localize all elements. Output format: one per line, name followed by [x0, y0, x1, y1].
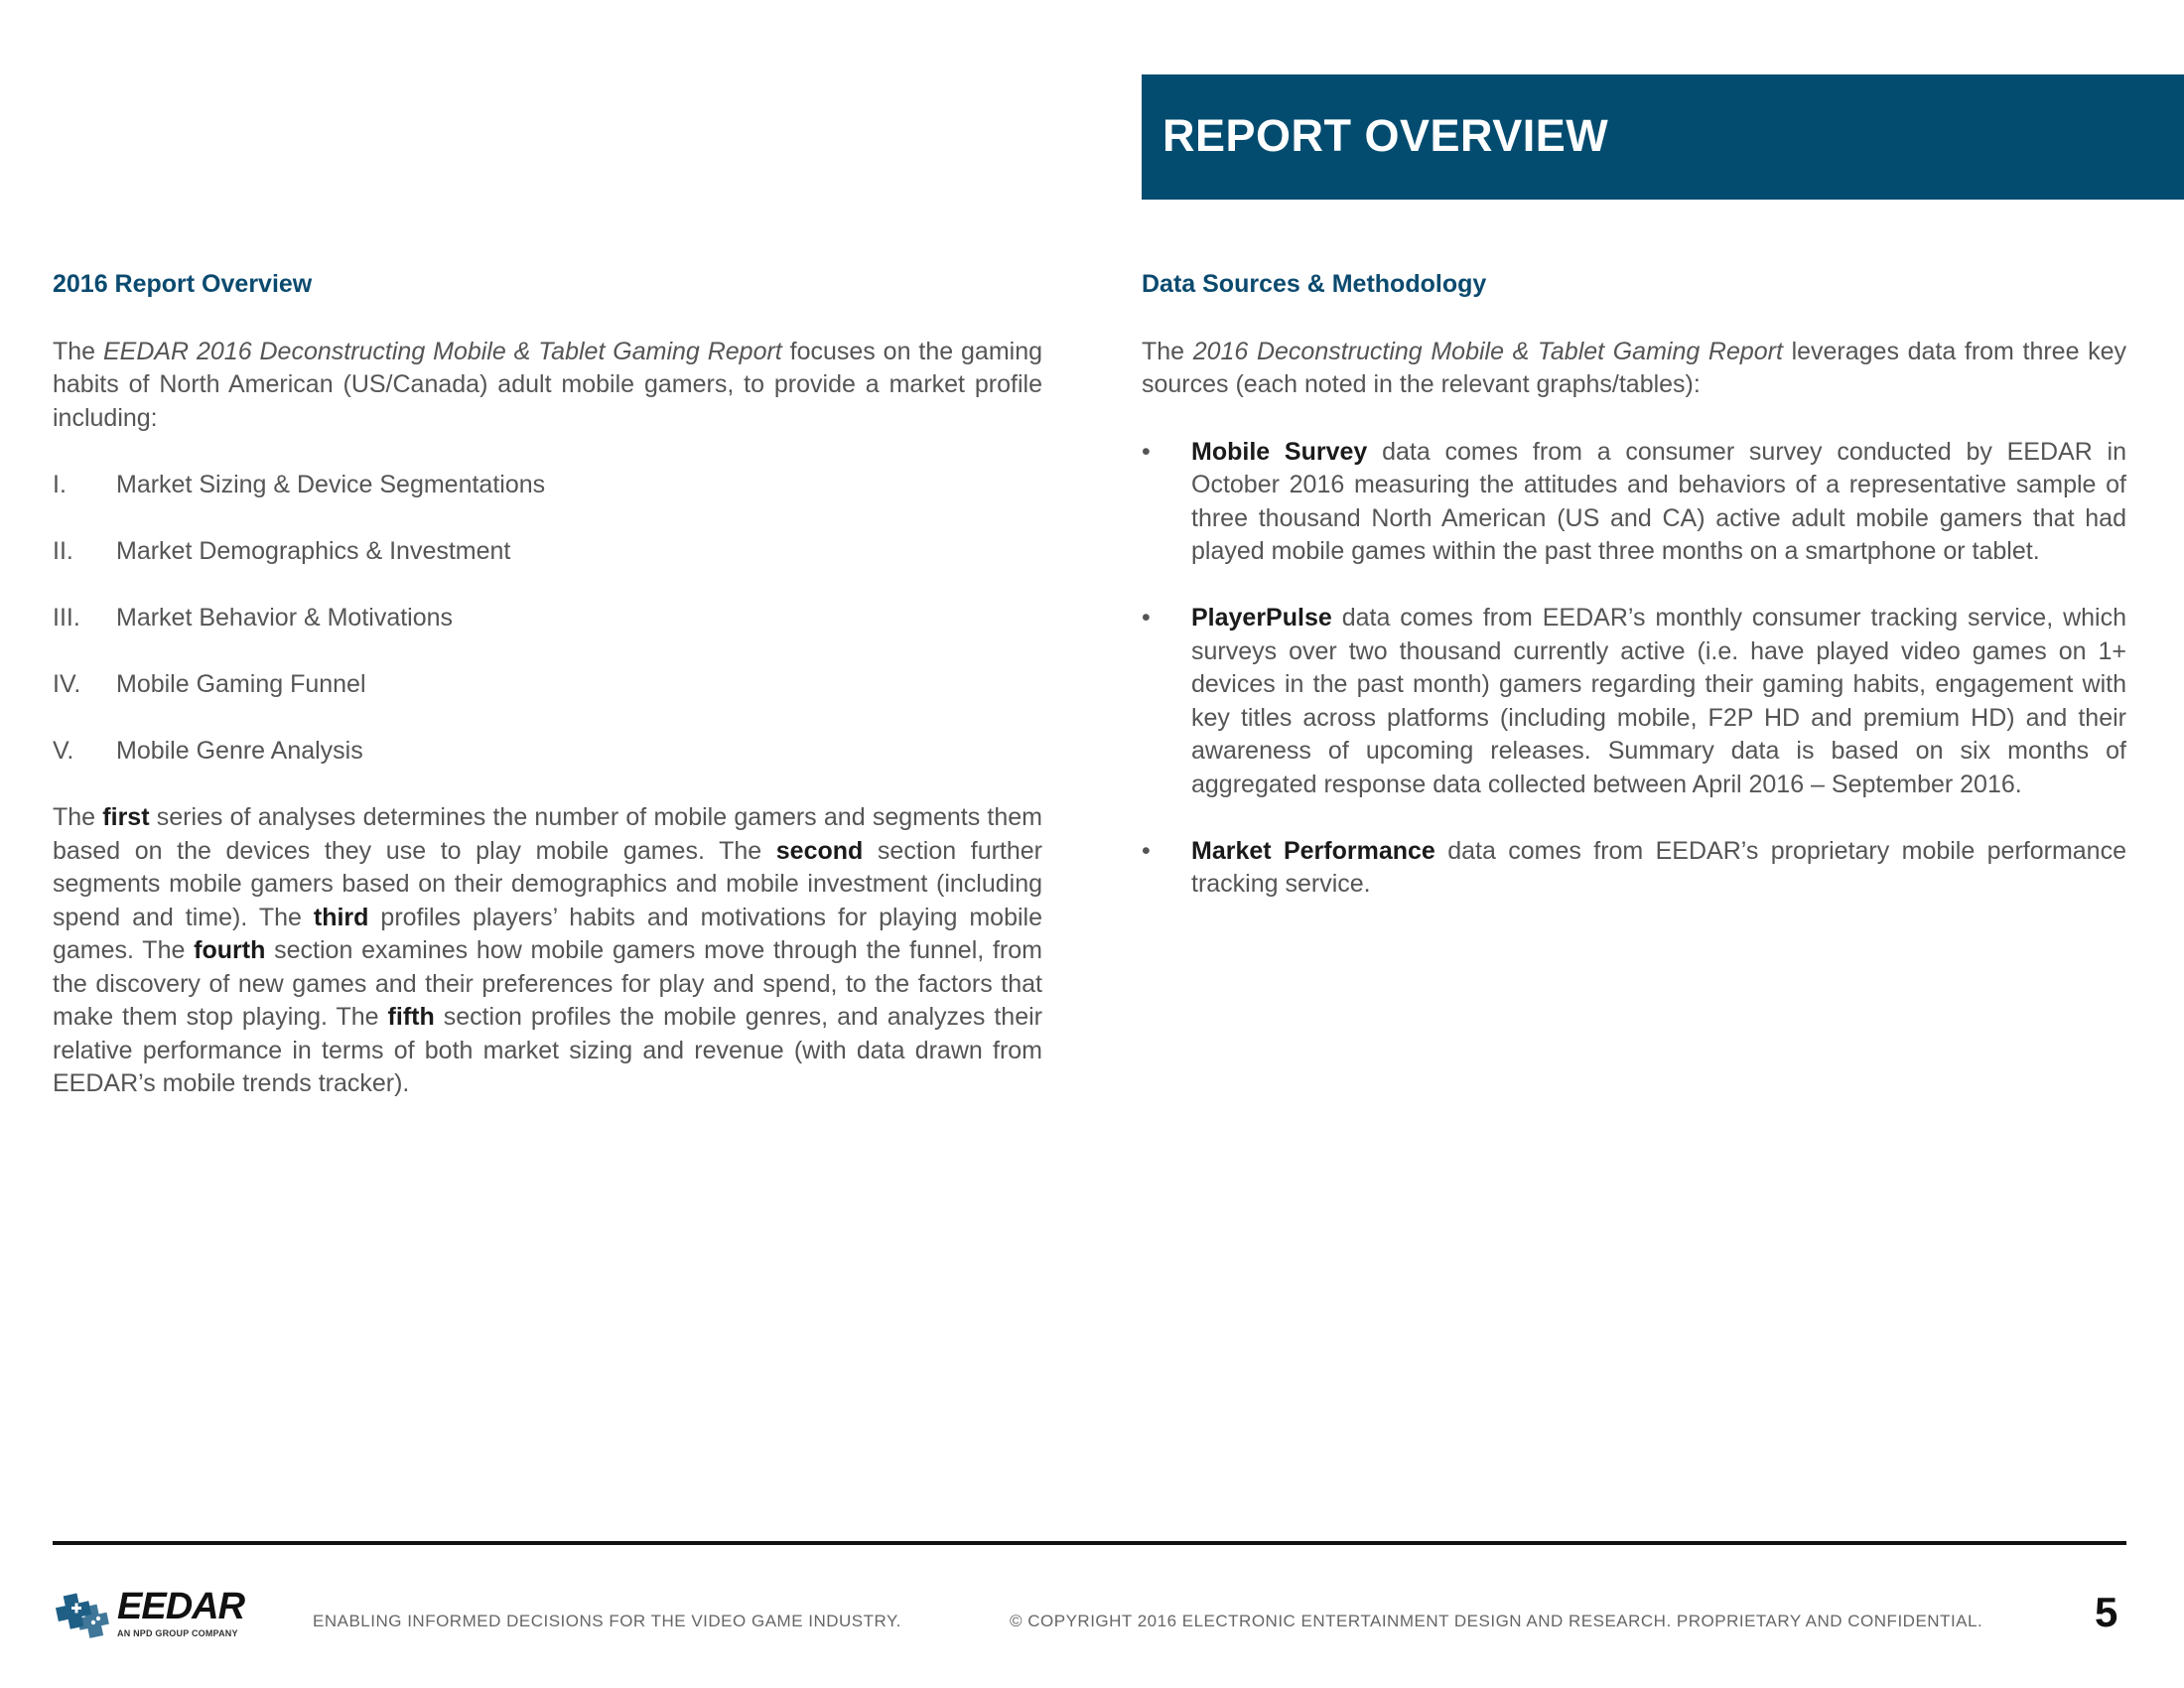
page-number: 5: [2095, 1589, 2118, 1635]
controller-logo-icon: [53, 1584, 112, 1643]
list-item: V. Mobile Genre Analysis: [53, 737, 363, 765]
logo-subtext: AN NPD GROUP COMPANY: [117, 1628, 238, 1638]
report-overview-column: [53, 268, 1042, 1101]
methodology-column: [1142, 268, 2126, 934]
list-item: III. Market Behavior & Motivations: [53, 604, 454, 632]
eedar-logo: [53, 1584, 261, 1643]
report-name: EEDAR 2016 Deconstructing Mobile & Tablet Gaming Report: [102, 337, 782, 365]
bullet-icon: •: [1142, 437, 1151, 466]
list-item: • Mobile Survey data comes from a consumer survey conducted by EEDAR in October 2016 measuring the attitudes and behaviors of a representative sample of three thousand North American (US and CA) active adult mobile gamers that had played mobile games within the past three months on a smartphone or tablet.: [1142, 436, 2126, 569]
list-item: • Market Performance data comes from EEDAR’s proprietary mobile performance tracking service.: [1142, 835, 2126, 902]
methodology-heading: Data Sources & Methodology: [1142, 270, 1487, 298]
report-overview-intro: The EEDAR 2016 Deconstructing Mobile & Tablet Gaming Report focuses on the gaming habits of North American (US/Canada) adult mobile gamers, to provide a market profile including:: [53, 337, 1043, 432]
report-overview-heading: 2016 Report Overview: [53, 270, 313, 298]
report-overview-summary: The first series of analyses determines the number of mobile gamers and segments them based on the devices they use to play mobile games. The second section further segments mobile gamers based on their demographics and mobile investment (including spend and time). The third profiles players’ habits and motivations for playing mobile games. The fourth section examines how mobile gamers move through the funnel, from the discovery of new games and their preferences for play and spend, to the factors that make them stop playing. The fifth section profiles the mobile genres, and analyzes their relative performance in terms of both market sizing and revenue (with data drawn from EEDAR’s mobile trends tracker).: [53, 803, 1042, 1097]
data-sources-list: [1142, 436, 2126, 902]
page-title: REPORT OVERVIEW: [1162, 110, 1609, 161]
logo-wordmark: EEDAR: [117, 1586, 245, 1627]
list-item: IV. Mobile Gaming Funnel: [53, 670, 366, 698]
footer-divider: [53, 1541, 2126, 1545]
bullet-icon: •: [1142, 604, 1151, 632]
list-item: II. Market Demographics & Investment: [53, 537, 511, 565]
footer-copyright: © COPYRIGHT 2016 ELECTRONIC ENTERTAINMENT DESIGN AND RESEARCH. PROPRIETARY AND CONFIDENTIAL.: [1010, 1612, 1983, 1630]
bullet-icon: •: [1142, 836, 1151, 865]
report-sections-list: [53, 469, 1042, 769]
report-name: 2016 Deconstructing Mobile & Tablet Gaming Report: [1192, 337, 1783, 365]
methodology-intro: The 2016 Deconstructing Mobile & Tablet Gaming Report leverages data from three key sources (each noted in the relevant graphs/tables):: [1142, 337, 2127, 398]
header-banner: [1142, 74, 2184, 200]
list-item: I. Market Sizing & Device Segmentations: [53, 471, 546, 498]
list-item: • PlayerPulse data comes from EEDAR’s monthly consumer tracking service, which surveys over two thousand currently active (i.e. have played video games on 1+ devices in the past month) gamers regarding their gaming habits, engagement with key titles across platforms (including mobile, F2P HD and premium HD) and their awareness of upcoming releases. Summary data is based on six months of aggregated response data collected between April 2016 – September 2016.: [1142, 602, 2126, 801]
footer-tagline: ENABLING INFORMED DECISIONS FOR THE VIDEO GAME INDUSTRY.: [313, 1612, 901, 1630]
